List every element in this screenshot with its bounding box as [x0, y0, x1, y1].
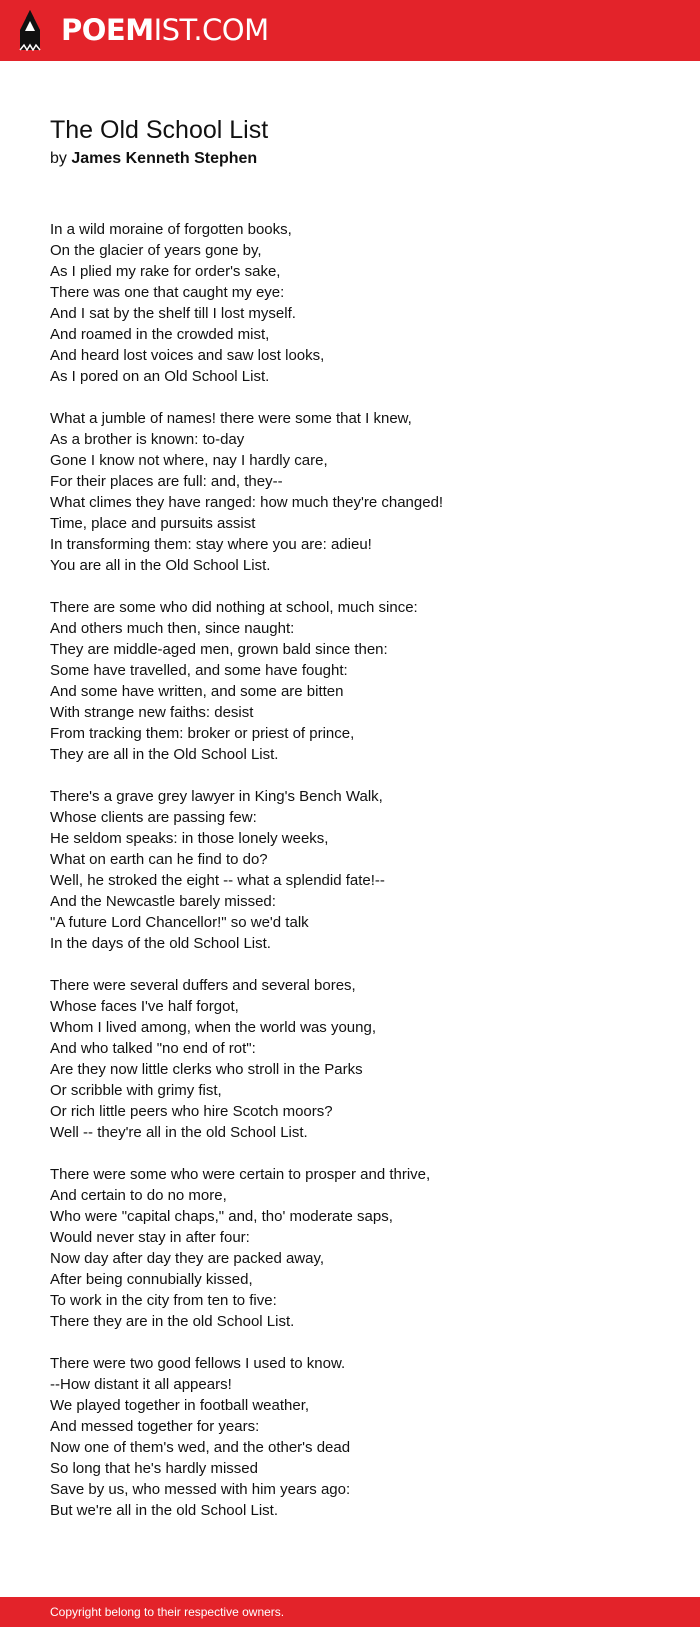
poem-line: And who talked "no end of rot":: [50, 1040, 256, 1057]
author-name[interactable]: James Kenneth Stephen: [71, 150, 258, 167]
poem-stanza: [50, 219, 670, 387]
poem-line: There are some who did nothing at school, much since:: [50, 599, 418, 616]
poem-line: They are middle-aged men, grown bald since then:: [50, 641, 388, 658]
poem-line: They are all in the Old School List.: [50, 746, 279, 763]
poem-line: Now one of them's wed, and the other's dead: [50, 1439, 351, 1456]
poem-line: Would never stay in after four:: [50, 1229, 250, 1246]
poem-line: Or scribble with grimy fist,: [50, 1082, 222, 1099]
poem-line: For their places are full: and, they--: [50, 473, 283, 490]
poem-line: There was one that caught my eye:: [50, 284, 285, 301]
copyright-notice: Copyright belong to their respective owners.: [50, 1605, 285, 1619]
site-header: [0, 0, 700, 61]
poem-line: What on earth can he find to do?: [50, 851, 268, 868]
poem-line: "A future Lord Chancellor!" so we'd talk: [50, 914, 309, 931]
poem-line: There's a grave grey lawyer in King's Bench Walk,: [50, 788, 383, 805]
logo-text-bold: POEM: [61, 13, 154, 47]
poem-line: He seldom speaks: in those lonely weeks,: [50, 830, 329, 847]
poem-line: In transforming them: stay where you are: adieu!: [50, 536, 372, 553]
poem-line: There were some who were certain to prosper and thrive,: [50, 1166, 431, 1183]
poem-line: What a jumble of names! there were some that I knew,: [50, 410, 412, 427]
poem-line: --How distant it all appears!: [50, 1376, 232, 1393]
poem-line: There were several duffers and several bores,: [50, 977, 356, 994]
poem-line: Time, place and pursuits assist: [50, 515, 256, 532]
poem-line: Whom I lived among, when the world was young,: [50, 1019, 376, 1036]
poem-line: Well -- they're all in the old School List.: [50, 1124, 308, 1141]
poem-stanza: [50, 1164, 670, 1332]
poem-line: As I pored on an Old School List.: [50, 368, 270, 385]
poem-line: Gone I know not where, nay I hardly care,: [50, 452, 328, 469]
poem-line: Or rich little peers who hire Scotch moors?: [50, 1103, 333, 1120]
poem-line: And certain to do no more,: [50, 1187, 227, 1204]
poem-line: And heard lost voices and saw lost looks,: [50, 347, 325, 364]
poem-line: You are all in the Old School List.: [50, 557, 271, 574]
poem-stanza: [50, 1353, 670, 1521]
poem-line: We played together in football weather,: [50, 1397, 310, 1414]
poem-line: What climes they have ranged: how much they're changed!: [50, 494, 444, 511]
poem-line: And the Newcastle barely missed:: [50, 893, 276, 910]
poem-line: Who were "capital chaps," and, tho' moderate saps,: [50, 1208, 393, 1225]
site-footer: [0, 1597, 700, 1627]
logo-text-light: IST.COM: [153, 13, 269, 47]
poem-line: With strange new faiths: desist: [50, 704, 254, 721]
poem-line: After being connubially kissed,: [50, 1271, 253, 1288]
poem-line: Whose clients are passing few:: [50, 809, 257, 826]
poem-line: Now day after day they are packed away,: [50, 1250, 325, 1267]
poem-line: There were two good fellows I used to know.: [50, 1355, 346, 1372]
pencil-icon[interactable]: [17, 9, 43, 51]
poem-stanza: [50, 597, 670, 765]
poem-line: Some have travelled, and some have fought:: [50, 662, 348, 679]
poem-line: But we're all in the old School List.: [50, 1502, 278, 1519]
poem-line: And some have written, and some are bitten: [50, 683, 344, 700]
poem-line: From tracking them: broker or priest of prince,: [50, 725, 355, 742]
byline: [50, 147, 257, 171]
poem-line: Are they now little clerks who stroll in the Parks: [50, 1061, 363, 1078]
poem-line: As I plied my rake for order's sake,: [50, 263, 281, 280]
poem-line: And others much then, since naught:: [50, 620, 295, 637]
poem-stanza: [50, 975, 670, 1143]
poem-line: On the glacier of years gone by,: [50, 242, 262, 259]
poem-line: There they are in the old School List.: [50, 1313, 295, 1330]
poem-line: Whose faces I've half forgot,: [50, 998, 239, 1015]
poem-line: Save by us, who messed with him years ago:: [50, 1481, 351, 1498]
poem-body: [50, 219, 670, 1542]
poem-line: To work in the city from ten to five:: [50, 1292, 277, 1309]
poem-line: In the days of the old School List.: [50, 935, 271, 952]
poem-line: In a wild moraine of forgotten books,: [50, 221, 292, 238]
poem-stanza: [50, 408, 670, 576]
site-logo[interactable]: [61, 11, 269, 49]
poem-line: So long that he's hardly missed: [50, 1460, 258, 1477]
poem-line: And roamed in the crowded mist,: [50, 326, 270, 343]
by-label: by: [50, 150, 67, 167]
poem-line: As a brother is known: to-day: [50, 431, 245, 448]
poem-line: And I sat by the shelf till I lost myself.: [50, 305, 296, 322]
poem-line: And messed together for years:: [50, 1418, 260, 1435]
poem-title: The Old School List: [50, 116, 269, 144]
poem-stanza: [50, 786, 670, 954]
poem-line: Well, he stroked the eight -- what a splendid fate!--: [50, 872, 385, 889]
